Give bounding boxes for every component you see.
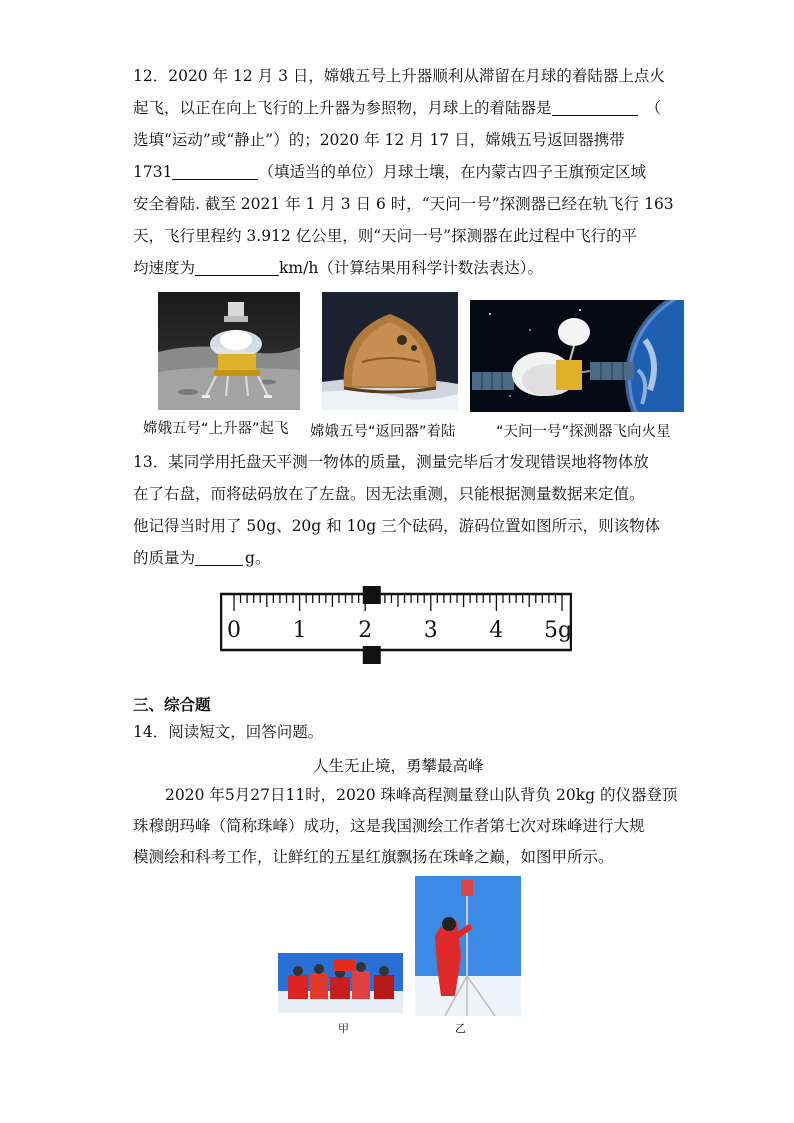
scale-label: 4 bbox=[489, 618, 504, 643]
fig-label-yi: 乙 bbox=[455, 1022, 466, 1035]
section-title: 三、综合题 bbox=[133, 696, 211, 714]
q12-line-2-text: 起飞，以正在向上飞行的上升器为参照物，月球上的着陆器是 bbox=[133, 99, 552, 117]
rider-top[interactable] bbox=[363, 586, 381, 604]
q14-intro: 14．阅读短文，回答问题。 bbox=[133, 723, 324, 741]
scale-label: 2 bbox=[358, 618, 373, 643]
article-title: 人生无止境，勇攀最高峰 bbox=[313, 757, 484, 775]
q12-line-7-text: 均速度为 bbox=[133, 259, 196, 277]
article-para-line-2: 珠穆朗玛峰（简称珠峰）成功，这是我国测绘工作者第七次对珠峰进行大规 bbox=[133, 817, 645, 835]
tianwen-probe-photo bbox=[470, 300, 684, 412]
q12-line-4-text: （填适当的单位）月球土壤，在内蒙古四子王旗预定区域 bbox=[258, 163, 646, 181]
return-capsule-photo bbox=[322, 292, 458, 410]
q12-line-6: 天，飞行里程约 3.912 亿公里，则“天问一号”探测器在此过程中飞行的平 bbox=[133, 227, 638, 245]
q12-line-7 bbox=[133, 258, 543, 278]
answer-blank-4[interactable] bbox=[195, 549, 243, 566]
scale-label: 3 bbox=[423, 618, 438, 643]
balance-rider-scale bbox=[220, 582, 572, 668]
caption-ascender: 嫦娥五号“上升器”起飞 bbox=[143, 421, 289, 437]
answer-blank-1[interactable] bbox=[552, 99, 638, 116]
scale-label: 1 bbox=[292, 618, 307, 643]
summit-team-photo bbox=[278, 953, 403, 1013]
q12-line-2 bbox=[133, 98, 661, 118]
q12-line-4 bbox=[133, 162, 646, 182]
answer-blank-3[interactable] bbox=[195, 259, 279, 276]
q13-line-4-text: 的质量为 bbox=[133, 549, 196, 567]
caption-tianwen: “天问一号”探测器飞向火星 bbox=[496, 424, 671, 440]
survey-instrument-photo bbox=[415, 876, 521, 1016]
article-para-line-3: 模测绘和科考工作，让鲜红的五星红旗飘扬在珠峰之巅，如图甲所示。 bbox=[133, 848, 614, 866]
scale-label: 5g bbox=[543, 618, 572, 643]
q13-line-2: 在了右盘，而将砝码放在了左盘。因无法重测，只能根据测量数据来定值。 bbox=[133, 485, 645, 503]
q12-unit-text: km/h（计算结果用科学计数法表达）。 bbox=[279, 259, 544, 277]
q12-line-1: 12．2020 年 12 月 3 日，嫦娥五号上升器顺利从滞留在月球的着陆器上点火 bbox=[133, 67, 665, 85]
article-para-line-1: 2020 年5月27日11时，2020 珠峰高程测量登山队背负 20kg 的仪器登顶 bbox=[165, 786, 678, 804]
q12-line-3: 选填“运动”或“静止”）的；2020 年 12 月 17 日，嫦娥五号返回器携带 bbox=[133, 131, 625, 149]
fig-label-jia: 甲 bbox=[338, 1022, 349, 1035]
scale-label: 0 bbox=[227, 618, 241, 643]
q13-unit: g。 bbox=[245, 549, 271, 567]
q12-number-1731: 1731 bbox=[133, 163, 173, 181]
caption-returner: 嫦娥五号“返回器”着陆 bbox=[310, 424, 456, 440]
lander-ascender-photo bbox=[158, 292, 300, 410]
q13-line-1: 13．某同学用托盘天平测一物体的质量，测量完毕后才发现错误地将物体放 bbox=[133, 453, 649, 471]
q12-paren-open: （ bbox=[645, 99, 662, 117]
rider-bottom[interactable] bbox=[363, 646, 381, 664]
q12-line-5: 安全着陆. 截至 2021 年 1 月 3 日 6 时，“天问一号”探测器已经在轨飞行 163 bbox=[133, 195, 674, 213]
q13-line-3: 他记得当时用了 50g、20g 和 10g 三个砝码，游码位置如图所示，则该物体 bbox=[133, 517, 661, 535]
q13-line-4 bbox=[133, 548, 270, 568]
answer-blank-2[interactable] bbox=[172, 163, 258, 180]
